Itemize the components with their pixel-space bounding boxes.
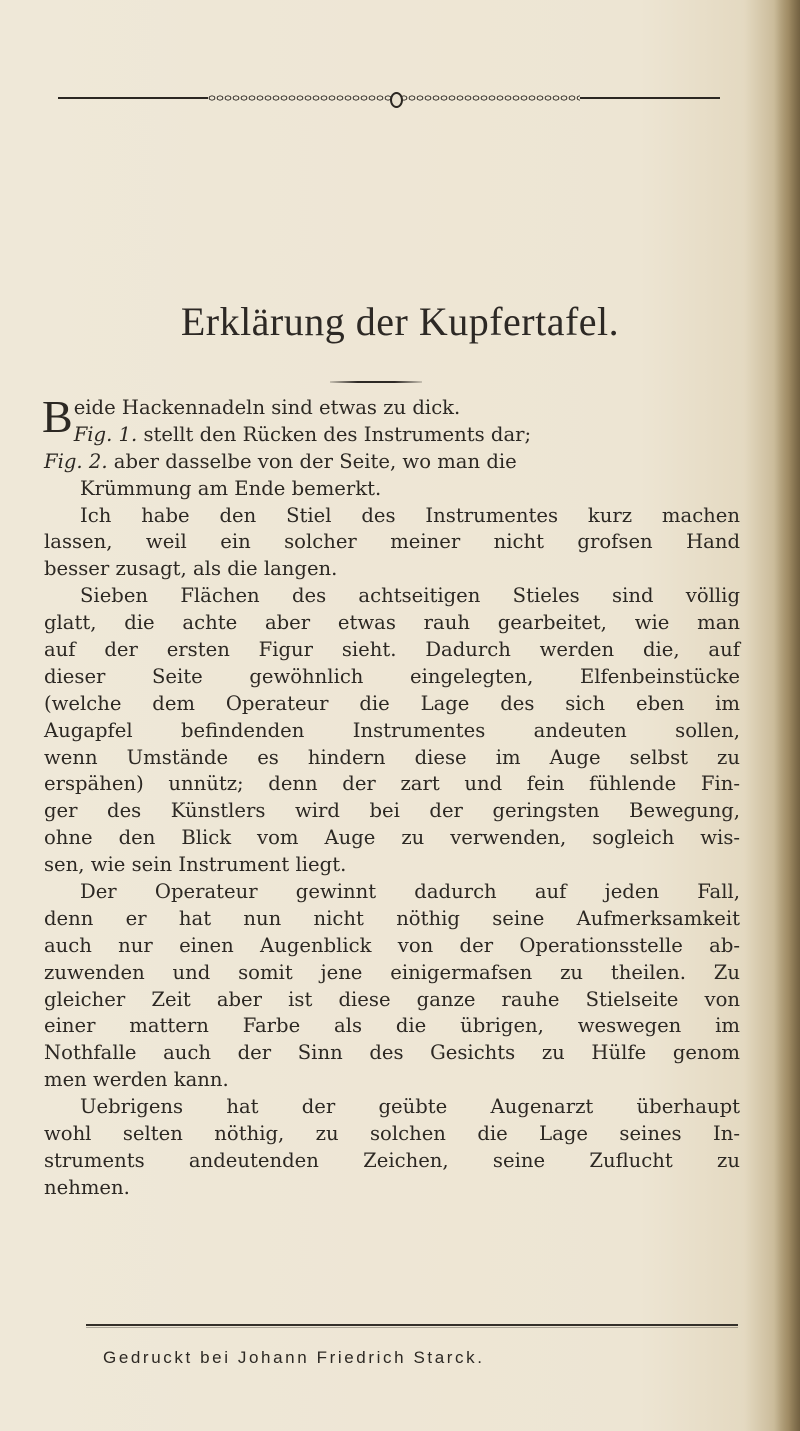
text-line-content: einer mattern Farbe als die übrigen, weswegen im: [44, 1014, 740, 1038]
text-line-content: erspähen) unnütz; denn der zart und fein fühlende Fin-: [44, 772, 740, 796]
text-line: [44, 691, 740, 718]
ornament-rule-left-line: [58, 97, 208, 99]
text-line: [44, 879, 740, 906]
text-line: [44, 933, 740, 960]
text-line: [44, 718, 740, 745]
text-line-content: denn er hat nun nicht nöthig seine Aufmerksamkeit: [44, 906, 740, 930]
text-line: [44, 529, 740, 556]
text-line: [44, 503, 740, 530]
text-line: [44, 449, 740, 476]
text-line-content: Krümmung am Ende bemerkt.: [80, 476, 382, 500]
text-line: [44, 960, 740, 987]
text-line-content: glatt, die achte aber etwas rauh gearbeitet, wie man: [44, 611, 740, 635]
text-line-content: zuwenden und somit jene einigermafsen zu theilen. Zu: [44, 960, 740, 984]
text-line: [44, 583, 740, 610]
text-line-content: stellt den Rücken des Instruments dar;: [137, 422, 532, 446]
text-line-content: Uebrigens hat der geübte Augenarzt überhaupt: [80, 1095, 740, 1119]
text-line: [44, 852, 740, 879]
bottom-rule-thin: [86, 1327, 738, 1328]
ornament-rule-right-line: [580, 97, 720, 99]
text-line: [44, 798, 740, 825]
text-line-content: sen, wie sein Instrument liegt.: [44, 853, 347, 877]
text-line: [44, 1040, 740, 1067]
text-line-content: lassen, weil ein solcher meiner nicht grofsen Hand: [44, 530, 740, 554]
text-line-content: dieser Seite gewöhnlich eingelegten, Elfenbeinstücke: [44, 664, 740, 688]
text-line: [44, 637, 740, 664]
text-line: [44, 1013, 740, 1040]
text-line-content: men werden kann.: [44, 1068, 229, 1092]
text-line: [44, 1094, 740, 1121]
text-line-content: Augapfel befindenden Instrumentes andeuten sollen,: [44, 718, 740, 742]
text-line: [44, 1175, 740, 1202]
text-line-content: wenn Umstände es hindern diese im Auge selbst zu: [44, 745, 740, 769]
body-text: [42, 391, 740, 1202]
text-line-content: Sieben Flächen des achtseitigen Stieles sind völlig: [80, 584, 740, 608]
text-line: [44, 422, 740, 449]
text-line: [44, 1148, 740, 1175]
text-line: [44, 610, 740, 637]
text-line-content: struments andeutenden Zeichen, seine Zuflucht zu: [44, 1148, 740, 1172]
text-line-content: auf der ersten Figur sieht. Dadurch werden die, auf: [44, 638, 740, 662]
text-line: [44, 825, 740, 852]
ornament-beads: [208, 94, 580, 102]
title-rule: [330, 381, 422, 383]
drop-cap: B: [42, 391, 73, 442]
text-line-content: ohne den Blick vom Auge zu verwenden, sogleich wis-: [44, 826, 740, 850]
page-edge-shadow: [774, 0, 800, 1431]
text-line: [44, 476, 740, 503]
text-line-content: eide Hackennadeln sind etwas zu dick.: [73, 396, 461, 419]
text-line: [44, 664, 740, 691]
text-line-content: aber dasselbe von der Seite, wo man die: [107, 449, 517, 473]
text-line-content: ger des Künstlers wird bei der geringsten Bewegung,: [44, 799, 740, 823]
text-line-content: auch nur einen Augenblick von der Operationsstelle ab-: [44, 933, 740, 957]
text-line-content: nehmen.: [44, 1175, 130, 1199]
text-line: [44, 1121, 740, 1148]
text-line-content: Nothfalle auch der Sinn des Gesichts zu Hülfe genom: [44, 1041, 740, 1065]
text-line: [44, 745, 740, 772]
text-line-content: Ich habe den Stiel des Instrumentes kurz machen: [80, 503, 740, 527]
page-title: Erklärung der Kupfertafel.: [180, 299, 620, 344]
text-line-content: besser zusagt, als die langen.: [44, 557, 338, 581]
figure-label: Fig. 1.: [73, 422, 138, 446]
ornament-rule: [58, 93, 720, 103]
figure-label: Fig. 2.: [44, 449, 108, 473]
text-line-content: wohl selten nöthig, zu solchen die Lage seines In-: [44, 1122, 740, 1146]
text-line-content: Der Operateur gewinnt dadurch auf jeden Fall,: [80, 880, 740, 904]
printer-imprint: Gedruckt bei Johann Friedrich Starck.: [103, 1348, 485, 1367]
text-line: [44, 906, 740, 933]
text-line: [44, 556, 740, 583]
text-line: [44, 1067, 740, 1094]
text-line: [44, 771, 740, 798]
text-line: [44, 987, 740, 1014]
ornament-center-ring: [390, 92, 403, 108]
text-line-content: gleicher Zeit aber ist diese ganze rauhe Stielseite von: [44, 987, 740, 1011]
text-line-content: (welche dem Operateur die Lage des sich eben im: [44, 691, 740, 715]
bottom-rule: [86, 1324, 738, 1326]
